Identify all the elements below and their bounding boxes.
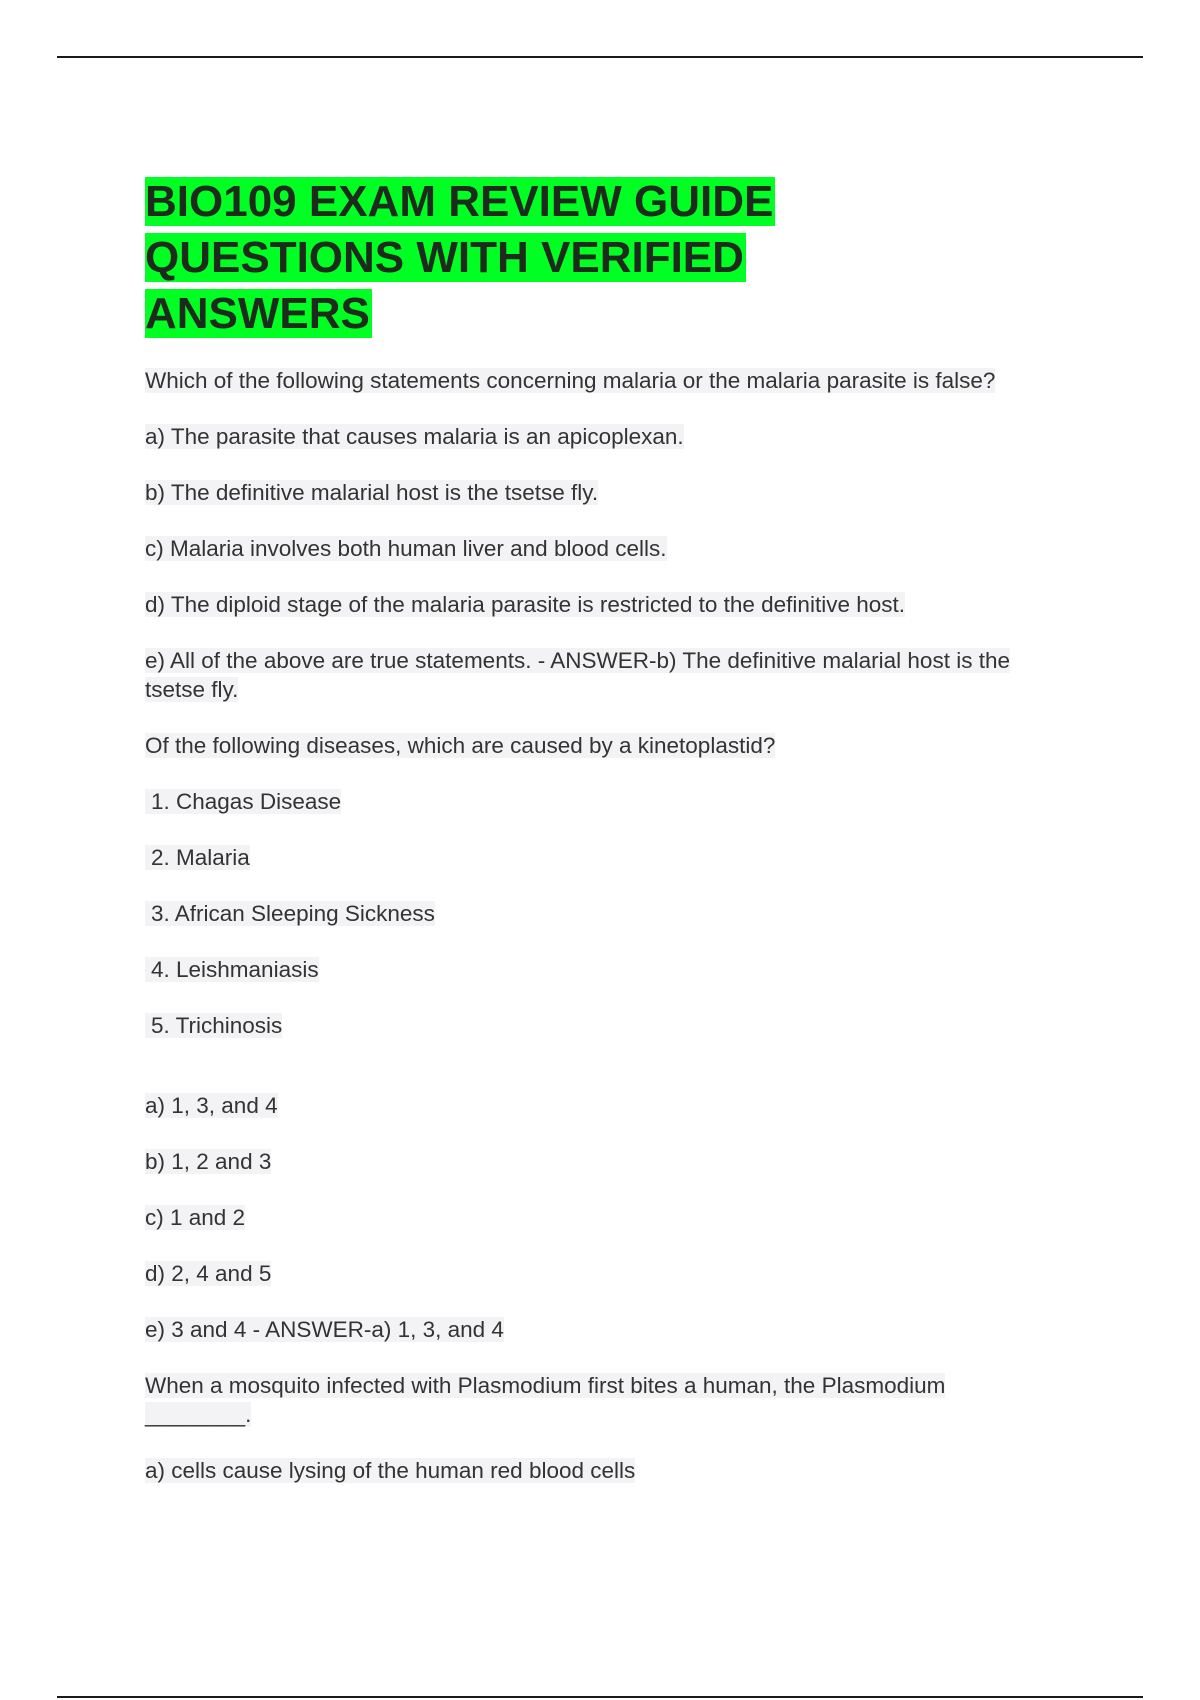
question-1-option-e-answer: e) All of the above are true statements. - ANSWER-b) The definitive malarial host is the tsetse fly. [145,648,1010,702]
question-1-option-c: c) Malaria involves both human liver and blood cells. [145,536,667,561]
document-body [145,174,1045,1485]
question-2-option-e-answer: e) 3 and 4 - ANSWER-a) 1, 3, and 4 [145,1317,504,1342]
question-2-prompt: Of the following diseases, which are caused by a kinetoplastid? [145,733,776,758]
question-2-option-b: b) 1, 2 and 3 [145,1149,272,1174]
list-item: 1. Chagas Disease [145,787,1045,816]
page-title-text: BIO109 EXAM REVIEW GUIDE QUESTIONS WITH VERIFIED ANSWERS [145,177,774,338]
list-item: 5. Trichinosis [145,1011,1045,1040]
question-2-option-c: c) 1 and 2 [145,1205,246,1230]
list-item: 4. Leishmaniasis [145,955,1045,984]
question-3-prompt: When a mosquito infected with Plasmodium first bites a human, the Plasmodium ________. [145,1373,946,1427]
top-rule [57,56,1143,58]
page-title [145,174,865,342]
list-item: 3. African Sleeping Sickness [145,899,1045,928]
question-2-disease-list [145,787,1045,1040]
question-1-option-a: a) The parasite that causes malaria is an apicoplexan. [145,424,684,449]
question-1-option-d: d) The diploid stage of the malaria parasite is restricted to the definitive host. [145,592,905,617]
question-2-option-a: a) 1, 3, and 4 [145,1093,278,1118]
question-2-option-d: d) 2, 4 and 5 [145,1261,272,1286]
list-item: 2. Malaria [145,843,1045,872]
question-1-option-b: b) The definitive malarial host is the tsetse fly. [145,480,599,505]
question-1-prompt: Which of the following statements concerning malaria or the malaria parasite is false? [145,368,996,393]
question-3-option-a: a) cells cause lysing of the human red blood cells [145,1458,636,1483]
bottom-rule [57,1696,1143,1698]
